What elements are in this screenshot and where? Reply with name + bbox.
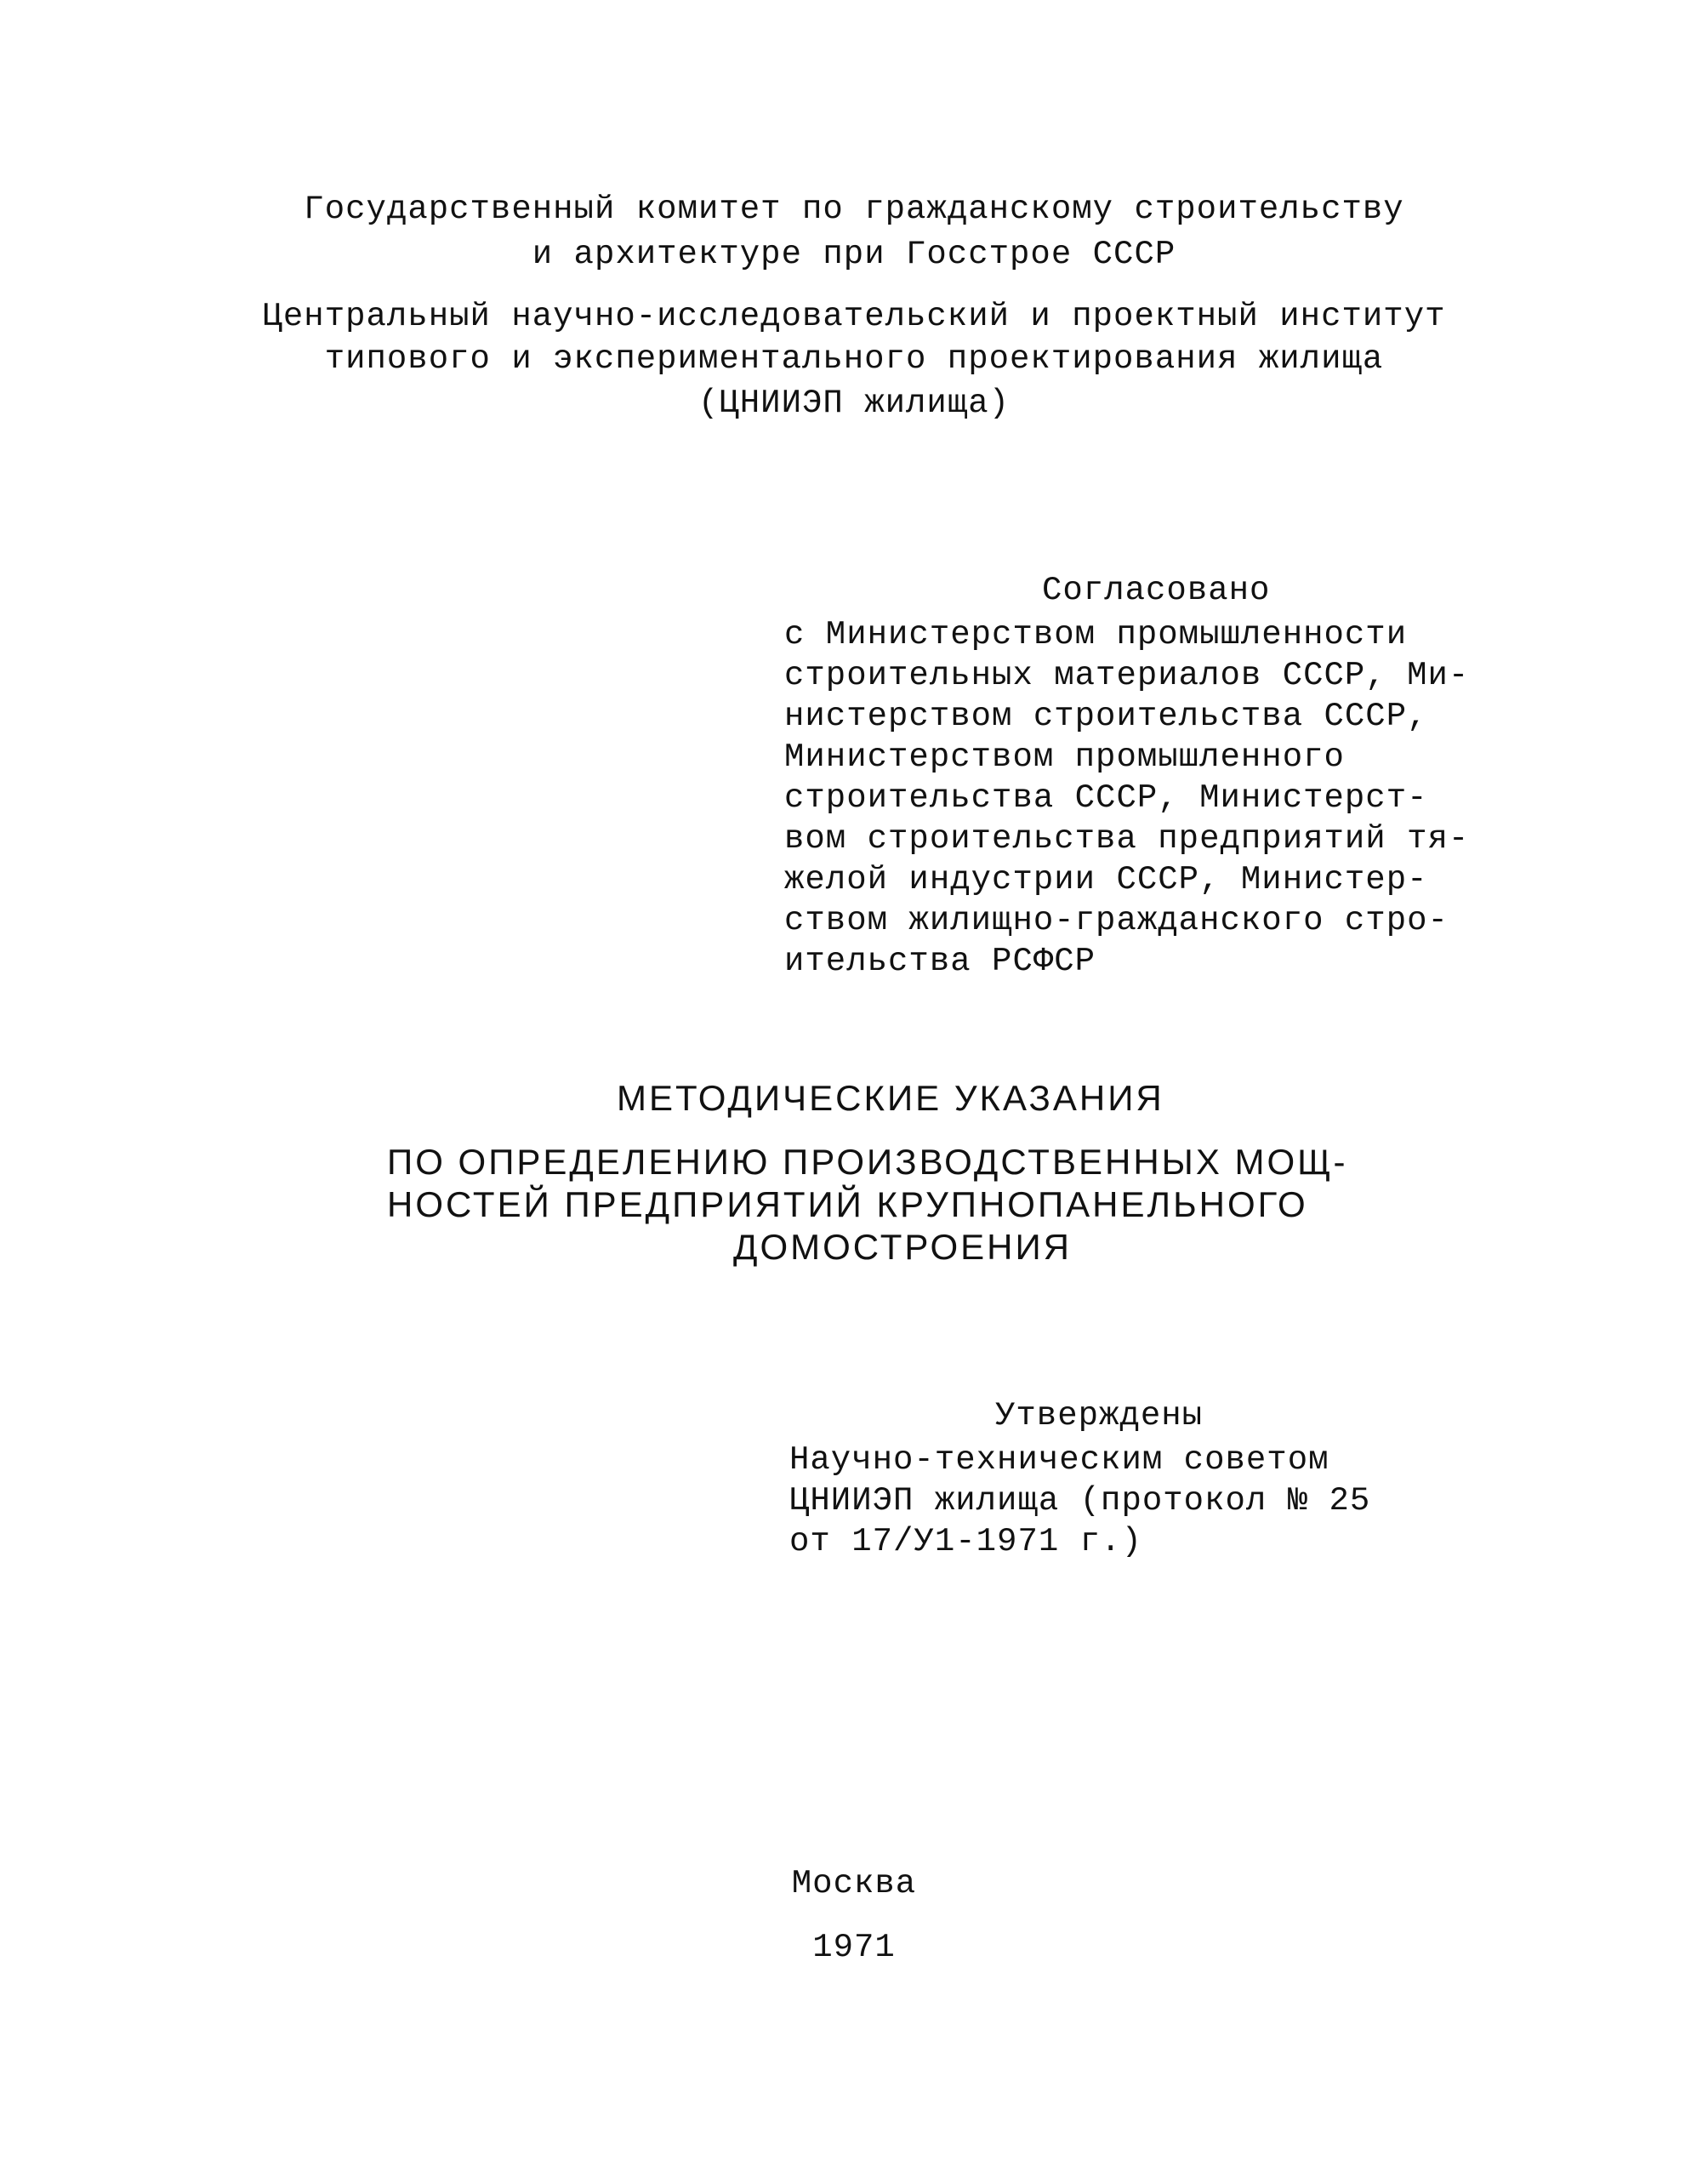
approved-line: от 17/У1-1971 г.) xyxy=(789,1523,1142,1560)
agreed-line: желой индустрии СССР, Министер- xyxy=(784,861,1428,898)
publication-year: 1971 xyxy=(812,1929,896,1966)
document-subtitle-line-2: НОСТЕЙ ПРЕДПРИЯТИЙ КРУПНОПАНЕЛЬНОГО xyxy=(387,1184,1308,1224)
agreed-line: строительных материалов СССР, Ми- xyxy=(784,657,1470,694)
agreed-line: Министерством промышленного xyxy=(784,738,1345,776)
approved-heading: Утверждены xyxy=(995,1397,1204,1434)
agreed-line: ством жилищно-гражданского стро- xyxy=(784,902,1449,939)
agreed-line: нистерством строительства СССР, xyxy=(784,698,1428,735)
document-title: МЕТОДИЧЕСКИЕ УКАЗАНИЯ xyxy=(617,1078,1164,1118)
agreed-block xyxy=(784,614,1469,982)
agreed-line: ительства РСФСР xyxy=(784,943,1096,980)
agreed-line: вом строительства предприятий тя- xyxy=(784,820,1470,858)
institute-line-1: Центральный научно-исследовательский и проектный институт xyxy=(262,298,1446,335)
document-subtitle-line-1: ПО ОПРЕДЕЛЕНИЮ ПРОИЗВОДСТВЕННЫХ МОЩ- xyxy=(387,1142,1348,1182)
publication-city: Москва xyxy=(791,1865,917,1902)
agreed-line: с Министерством промышленности xyxy=(784,616,1408,653)
approved-line: Научно-техническим советом xyxy=(789,1441,1329,1479)
agreed-heading: Согласовано xyxy=(1042,572,1271,609)
approved-block xyxy=(789,1440,1370,1562)
institute-line-2: типового и экспериментального проектирования жилища xyxy=(324,340,1384,378)
institute-line-3: (ЦНИИЭП жилища) xyxy=(697,385,1011,422)
committee-line-2: и архитектуре при Госстрое СССР xyxy=(532,236,1176,273)
approved-line: ЦНИИЭП жилища (протокол № 25 xyxy=(789,1482,1371,1520)
document-subtitle-line-3: ДОМОСТРОЕНИЯ xyxy=(733,1227,1072,1267)
agreed-line: строительства СССР, Министерст- xyxy=(784,779,1428,817)
committee-line-1: Государственный комитет по гражданскому строительству xyxy=(304,191,1404,228)
